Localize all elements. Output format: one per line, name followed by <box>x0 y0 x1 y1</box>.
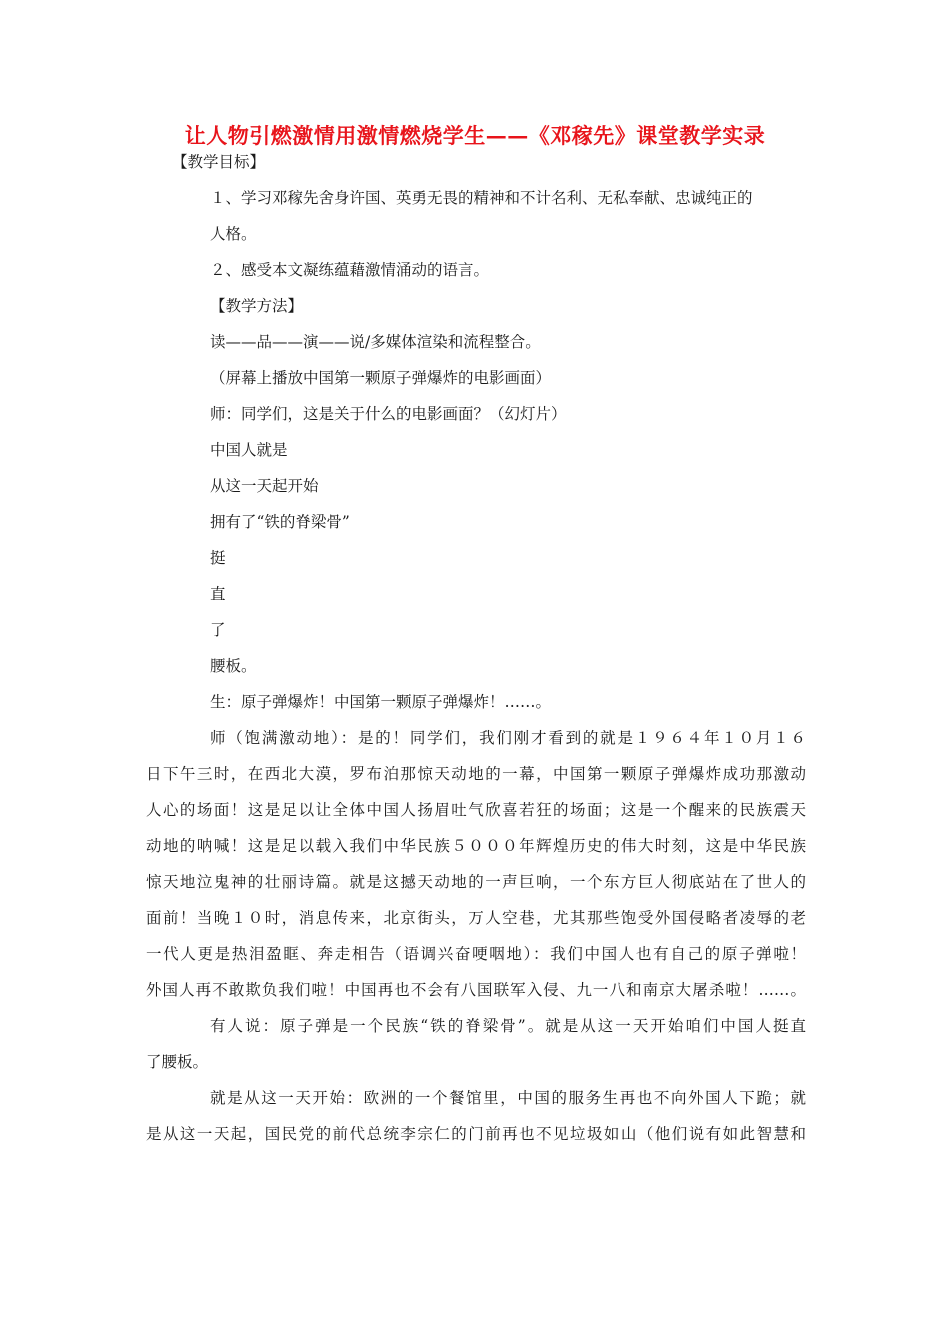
para1-line: 日下午三时，在西北大漠，罗布泊那惊天动地的一幕，中国第一颗原子弹爆炸成功那激动 <box>146 765 806 783</box>
para3-line: 是从这一天起，国民党的前代总统李宗仁的门前再也不见垃圾如山（他们说有如此智慧和 <box>146 1125 806 1143</box>
student-answer: 生：原子弹爆炸！中国第一颗原子弹爆炸！……。 <box>210 693 552 711</box>
para1-line: 师（饱满激动地）：是的！同学们，我们刚才看到的就是１９６４年１０月１６ <box>210 729 806 747</box>
poem-line: 腰板。 <box>210 657 257 675</box>
goal-1-line-2: 人格。 <box>210 225 257 243</box>
methods-text: 读——品——演——说/多媒体渲染和流程整合。 <box>210 333 541 351</box>
poem-line: 拥有了“铁的脊梁骨” <box>210 513 350 531</box>
para3-line: 就是从这一天开始：欧洲的一个餐馆里，中国的服务生再也不向外国人下跪；就 <box>210 1089 806 1107</box>
section-heading-goals: 【教学目标】 <box>172 153 266 171</box>
poem-line: 了 <box>210 621 226 639</box>
teacher-question: 师：同学们，这是关于什么的电影画面？（幻灯片） <box>210 405 567 423</box>
para1-line: 人心的场面！这是足以让全体中国人扬眉吐气欣喜若狂的场面；这是一个醒来的民族震天 <box>146 801 806 819</box>
para2-line: 了腰板。 <box>146 1053 209 1071</box>
section-heading-methods: 【教学方法】 <box>210 297 304 315</box>
poem-line: 从这一天起开始 <box>210 477 319 495</box>
para2-line: 有人说：原子弹是一个民族“铁的脊梁骨”。就是从这一天开始咱们中国人挺直 <box>210 1017 806 1035</box>
para1-line: 外国人再不敢欺负我们啦！中国再也不会有八国联军入侵、九一八和南京大屠杀啦！……。 <box>146 981 806 999</box>
para1-line: 动地的呐喊！这是足以载入我们中华民族５０００年辉煌历史的伟大时刻，这是中华民族 <box>146 837 806 855</box>
poem-line: 挺 <box>210 549 226 567</box>
screen-note: （屏幕上播放中国第一颗原子弹爆炸的电影画面） <box>210 369 552 387</box>
para1-line: 惊天地泣鬼神的壮丽诗篇。就是这撼天动地的一声巨响，一个东方巨人彻底站在了世人的 <box>146 873 806 891</box>
para1-line: 一代人更是热泪盈眶、奔走相告（语调兴奋哽咽地）：我们中国人也有自己的原子弹啦！ <box>146 945 806 963</box>
poem-line: 直 <box>210 585 226 603</box>
goal-2: ２、感受本文凝练蕴藉激情涌动的语言。 <box>210 261 490 279</box>
poem-line: 中国人就是 <box>210 441 288 459</box>
document-title: 让人物引燃激情用激情燃烧学生——《邓稼先》课堂教学实录 <box>184 123 766 148</box>
goal-1-line-1: １、学习邓稼先舍身许国、英勇无畏的精神和不计名利、无私奉献、忠诚纯正的 <box>210 189 753 207</box>
para1-line: 面前！当晚１０时，消息传来，北京街头，万人空巷，尤其那些饱受外国侵略者凌辱的老 <box>146 909 806 927</box>
